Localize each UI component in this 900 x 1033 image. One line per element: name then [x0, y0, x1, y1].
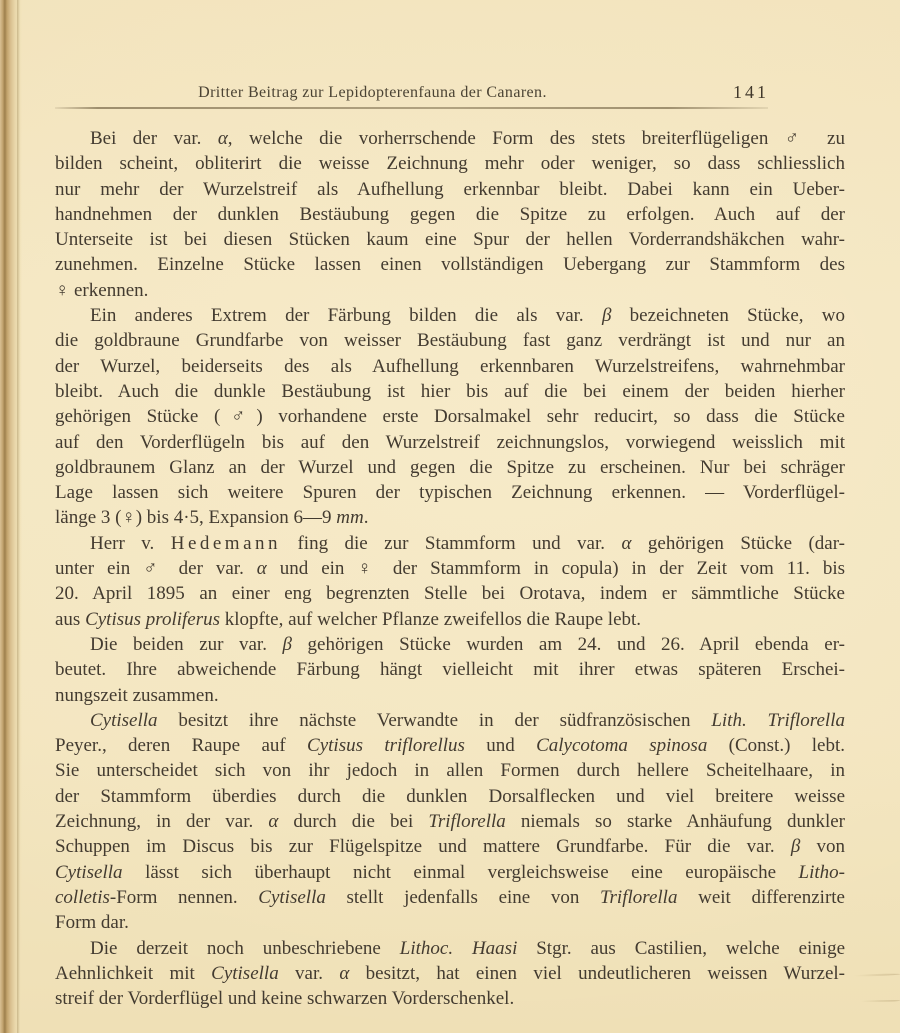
- text-run: länge 3 (♀) bis 4·5, Expansion 6—9: [55, 507, 337, 529]
- text-line: [55, 177, 845, 202]
- text-line: [55, 278, 845, 303]
- italic-text-run: α: [217, 128, 228, 149]
- text-run: die goldbraune Grundfarbe von weisser Bestäubung fast ganz verdrängt ist und nur an: [55, 330, 845, 352]
- text-run: der Wurzel, beiderseits des als Aufhellung erkennbaren Wurzelstreifens, wahrnehmbar: [55, 355, 845, 377]
- text-run: niemals so starke Anhäufung dunkler: [505, 811, 845, 833]
- italic-text-run: Cytisella: [55, 861, 123, 883]
- text-run: gehörigen Stücke (♂) vorhandene erste Dorsalmakel sehr reducirt, so dass die Stücke: [55, 406, 845, 428]
- text-run: 20. April 1895 an einer eng begrenzten Stelle bei Orotava, indem er sämmtliche Stücke: [55, 583, 845, 605]
- paragraph: [55, 531, 845, 632]
- text-line: [55, 885, 845, 910]
- text-line: [55, 455, 845, 480]
- text-line: [55, 430, 845, 455]
- text-run: -Form nennen.: [109, 886, 259, 908]
- running-title: Dritter Beitrag zur Lepidopterenfauna der Canaren.: [198, 84, 547, 101]
- italic-text-run: Lithoc. Haasi: [399, 937, 518, 959]
- text-run: Die derzeit noch unbeschriebene: [90, 937, 400, 959]
- text-run: Form dar.: [55, 912, 129, 934]
- text-run: .: [363, 507, 369, 529]
- text-line: [55, 607, 845, 632]
- text-run: besitzt ihre nächste Verwandte in der südfranzösischen: [157, 709, 712, 731]
- text-run: unter ein ♂ der var.: [55, 558, 257, 580]
- text-run: handnehmen der dunklen Bestäubung gegen die Spitze zu erfolgen. Auch auf der: [55, 203, 845, 225]
- text-run: goldbraunem Glanz an der Wurzel und gegen die Spitze zu erscheinen. Nur bei schräger: [55, 456, 845, 478]
- italic-text-run: Lith. Triflorella: [711, 709, 845, 731]
- text-line: [55, 986, 845, 1011]
- text-run: beutet. Ihre abweichende Färbung hängt vielleicht mit ihrer etwas späteren Erschei-: [55, 659, 845, 681]
- text-line: [55, 657, 845, 682]
- italic-text-run: Triflorella: [600, 886, 678, 908]
- italic-text-run: Cytisella: [258, 886, 326, 908]
- text-run: bleibt. Auch die dunkle Bestäubung ist hier bis auf die bei einem der beiden hierher: [55, 380, 845, 402]
- text-run: Schuppen im Discus bis zur Flügelspitze und mattere Grundfarbe. Für die var.: [55, 836, 791, 858]
- italic-text-run: Litho-: [798, 861, 845, 883]
- text-line: [55, 379, 845, 404]
- text-run: Aehnlichkeit mit: [55, 962, 212, 984]
- text-line: [55, 632, 845, 657]
- text-line: [55, 758, 845, 783]
- italic-text-run: β: [601, 305, 612, 327]
- italic-text-run: colletis: [55, 886, 110, 908]
- text-run: (Const.) lebt.: [707, 735, 845, 757]
- text-run: nungszeit zusammen.: [55, 684, 219, 706]
- paragraph: [55, 303, 845, 531]
- italic-text-run: Calycotoma spinosa: [536, 735, 708, 757]
- text-run: von: [800, 836, 846, 858]
- text-run: Bei der var.: [90, 128, 218, 149]
- text-run: besitzt, hat einen viel undeutlicheren weissen Wurzel-: [349, 962, 845, 984]
- text-line: [55, 531, 845, 556]
- text-run: gehörigen Stücke (dar-: [631, 532, 846, 554]
- text-run: Ein anderes Extrem der Färbung bilden die als var.: [90, 305, 602, 327]
- italic-text-run: Cytisella: [90, 709, 158, 731]
- text-line: [55, 404, 845, 429]
- paragraph: [55, 126, 845, 303]
- text-run: stellt jedenfalls eine von: [325, 886, 601, 908]
- text-run: var.: [278, 962, 340, 984]
- italic-text-run: mm: [336, 507, 364, 529]
- text-line: [55, 809, 845, 834]
- text-line: [55, 556, 845, 581]
- page-body: [55, 126, 845, 1011]
- text-run: und ein ♀ der Stammform in copula) in der Zeit vom 11. bis: [266, 558, 845, 580]
- text-run: der Stammform überdies durch die dunklen Dorsalflecken und viel breitere weisse: [55, 785, 845, 807]
- text-line: [55, 910, 845, 935]
- text-run: zunehmen. Einzelne Stücke lassen einen vollständigen Uebergang zur Stammform des: [55, 254, 845, 276]
- text-line: [55, 126, 845, 151]
- text-run: ♀ erkennen.: [55, 279, 149, 301]
- text-line: [55, 708, 845, 733]
- italic-text-run: Cytisella: [211, 962, 279, 984]
- text-run: streif der Vorderflügel und keine schwarzen Vorderschenkel.: [55, 988, 515, 1010]
- text-run: Unterseite ist bei diesen Stücken kaum eine Spur der hellen Vorderrandshäkchen wahr-: [55, 229, 845, 251]
- text-line: [55, 328, 845, 353]
- italic-text-run: β: [282, 633, 292, 655]
- text-line: [55, 936, 845, 961]
- paragraph: [55, 936, 845, 1012]
- italic-text-run: Triflorella: [428, 811, 506, 833]
- text-run: Lage lassen sich weitere Spuren der typischen Zeichnung erkennen. — Vorderflügel-: [55, 482, 845, 504]
- text-line: [55, 581, 845, 606]
- text-run: bezeichneten Stücke, wo: [611, 305, 845, 327]
- text-run: Zeichnung, in der var.: [55, 811, 269, 833]
- scan-artifact: [852, 968, 900, 1008]
- paragraph: [55, 708, 845, 936]
- text-run: gehörigen Stücke wurden am 24. und 26. April ebenda er-: [292, 633, 845, 655]
- text-run: Peyer., deren Raupe auf: [55, 735, 308, 757]
- page-number: 141: [733, 82, 769, 102]
- italic-text-run: α: [268, 811, 279, 833]
- text-line: [55, 227, 845, 252]
- italic-text-run: α: [256, 558, 267, 580]
- text-run: und: [464, 735, 537, 757]
- italic-text-run: β: [790, 836, 801, 858]
- text-line: [55, 961, 845, 986]
- text-line: [55, 683, 845, 708]
- italic-text-run: Cytisus triflorellus: [307, 735, 465, 757]
- text-run: Sie unterscheidet sich von ihr jedoch in allen Formen durch hellere Scheitelhaare, in: [55, 760, 845, 782]
- text-line: [55, 202, 845, 227]
- text-line: [55, 354, 845, 379]
- text-run: durch die bei: [278, 811, 429, 833]
- text-line: [55, 784, 845, 809]
- paragraph: [55, 632, 845, 708]
- text-line: [55, 505, 845, 530]
- text-line: [55, 480, 845, 505]
- text-run: fing die zur Stammform und var.: [281, 532, 622, 554]
- letterspaced-text-run: Hedemann: [170, 532, 282, 554]
- text-run: nur mehr der Wurzelstreif als Aufhellung erkennbar bleibt. Dabei kann ein Ueber-: [55, 178, 845, 200]
- italic-text-run: Cytisus proliferus: [85, 608, 221, 630]
- text-run: klopfte, auf welcher Pflanze zweifellos die Raupe lebt.: [220, 608, 642, 630]
- text-run: Stgr. aus Castilien, welche einige: [517, 937, 846, 959]
- text-run: weit differenzirte: [677, 886, 845, 908]
- text-line: [55, 834, 845, 859]
- text-line: [55, 860, 845, 885]
- text-run: Herr v.: [90, 532, 171, 554]
- text-line: [55, 252, 845, 277]
- text-run: auf den Vorderflügeln bis auf den Wurzelstreif zeichnungslos, vorwiegend weisslich mit: [55, 431, 845, 453]
- header-rule: [55, 107, 768, 109]
- text-run: lässt sich überhaupt nicht einmal vergleichsweise eine europäische: [122, 861, 799, 883]
- italic-text-run: α: [621, 532, 632, 554]
- text-run: bilden scheint, obliterirt die weisse Zeichnung mehr oder weniger, so dass schliesslich: [55, 153, 845, 175]
- text-line: [55, 733, 845, 758]
- text-run: , welche die vorherrschende Form des stets breiterflügeligen ♂ zu: [227, 128, 845, 149]
- text-line: [55, 151, 845, 176]
- binding-edge: [0, 0, 22, 1033]
- text-run: aus: [55, 608, 86, 630]
- italic-text-run: α: [339, 962, 350, 984]
- text-line: [55, 303, 845, 328]
- text-run: Die beiden zur var.: [90, 633, 283, 655]
